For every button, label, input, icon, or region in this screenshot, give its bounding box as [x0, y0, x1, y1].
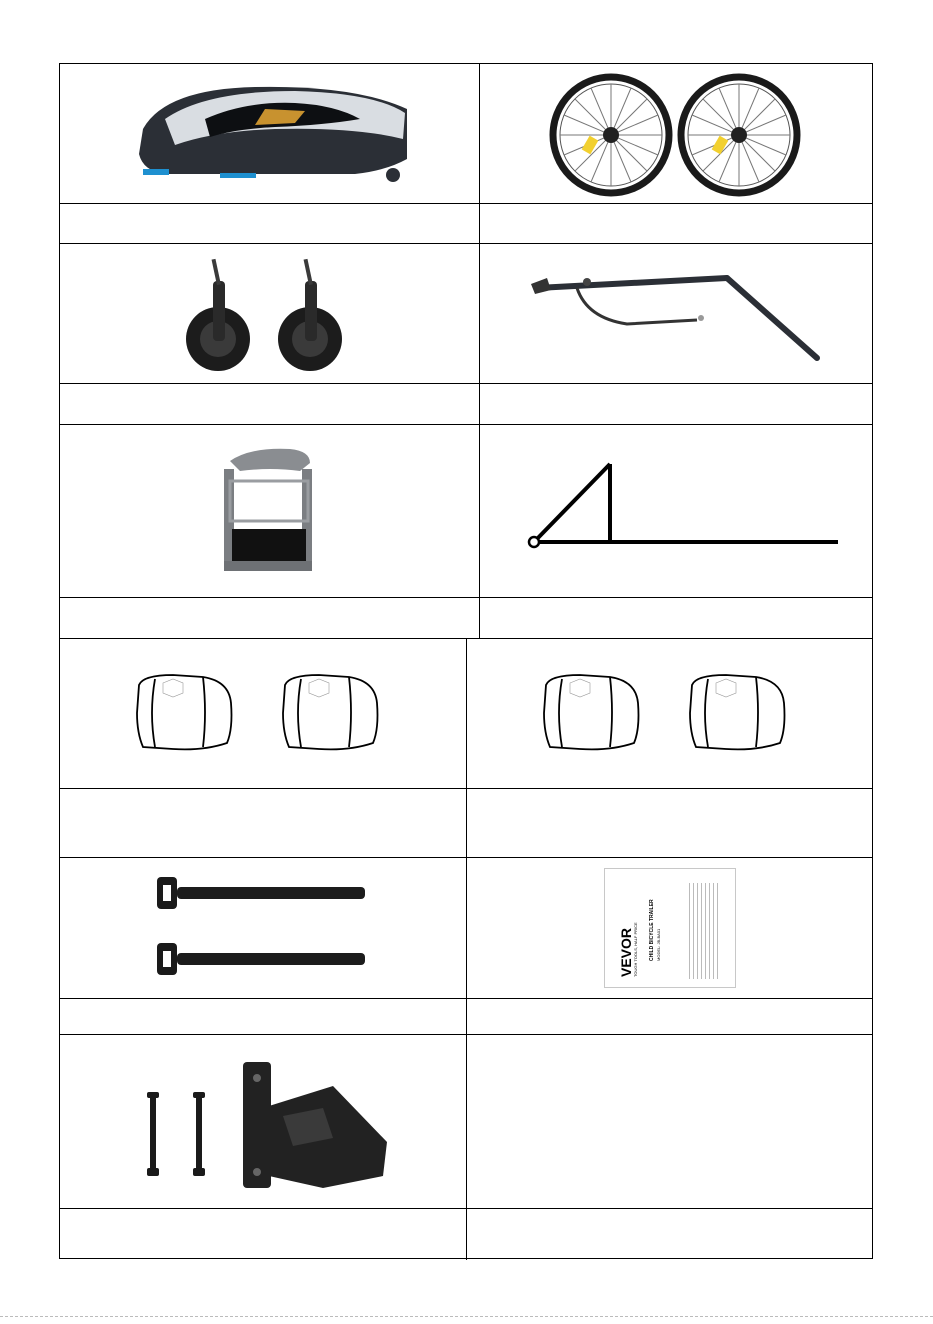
page-bottom-rule: [0, 1316, 933, 1317]
manual-model: MODEL: JB-BA01: [656, 928, 661, 961]
caption-tow-bar: [479, 383, 874, 424]
trailer-body-cell: [60, 64, 479, 203]
empty-cell: [466, 1034, 874, 1208]
axle-pins-image: [153, 863, 373, 993]
rear-wheels-image: [547, 69, 807, 199]
manual-fine-print: [689, 883, 719, 979]
manual-cell: [466, 857, 874, 998]
caption-seat-frame: [60, 597, 479, 638]
bags-right-image: [540, 673, 800, 753]
tow-bar-cell: [479, 243, 874, 383]
bags-right-cell: [466, 638, 874, 788]
caption-rear-wheels: [479, 203, 874, 243]
seat-frame-cell: [60, 424, 479, 597]
hitch-bolts-image: [133, 1046, 393, 1196]
rear-wheels-cell: [479, 64, 874, 203]
bags-left-cell: [60, 638, 466, 788]
caption-trailer-body: [60, 203, 479, 243]
caption-empty: [466, 1208, 874, 1260]
front-wheels-cell: [60, 243, 479, 383]
caption-tow-arm: [479, 597, 874, 638]
front-wheels-image: [180, 251, 360, 376]
parts-table: [59, 63, 873, 1259]
caption-bags-right: [466, 788, 874, 857]
manual-title: CHILD BICYCLE TRAILER: [649, 898, 655, 961]
manual-brand: VEVOR: [618, 927, 634, 977]
tow-bar-image: [527, 258, 827, 368]
hitch-bolts-cell: [60, 1034, 466, 1208]
caption-bags-left: [60, 788, 466, 857]
manual-booklet: [604, 868, 736, 988]
caption-manual: [466, 998, 874, 1034]
caption-axle-pins: [60, 998, 466, 1034]
axle-pins-cell: [60, 857, 466, 998]
tow-arm-diagram-cell: [479, 424, 874, 597]
seat-frame-image: [210, 441, 330, 581]
trailer-body-image: [125, 79, 415, 189]
caption-front-wheels: [60, 383, 479, 424]
manual-tagline: TOUGH TOOLS, HALF PRICE: [633, 921, 638, 977]
tow-arm-diagram-image: [512, 456, 842, 566]
caption-hitch-bolts: [60, 1208, 466, 1260]
bags-left-image: [133, 673, 393, 753]
